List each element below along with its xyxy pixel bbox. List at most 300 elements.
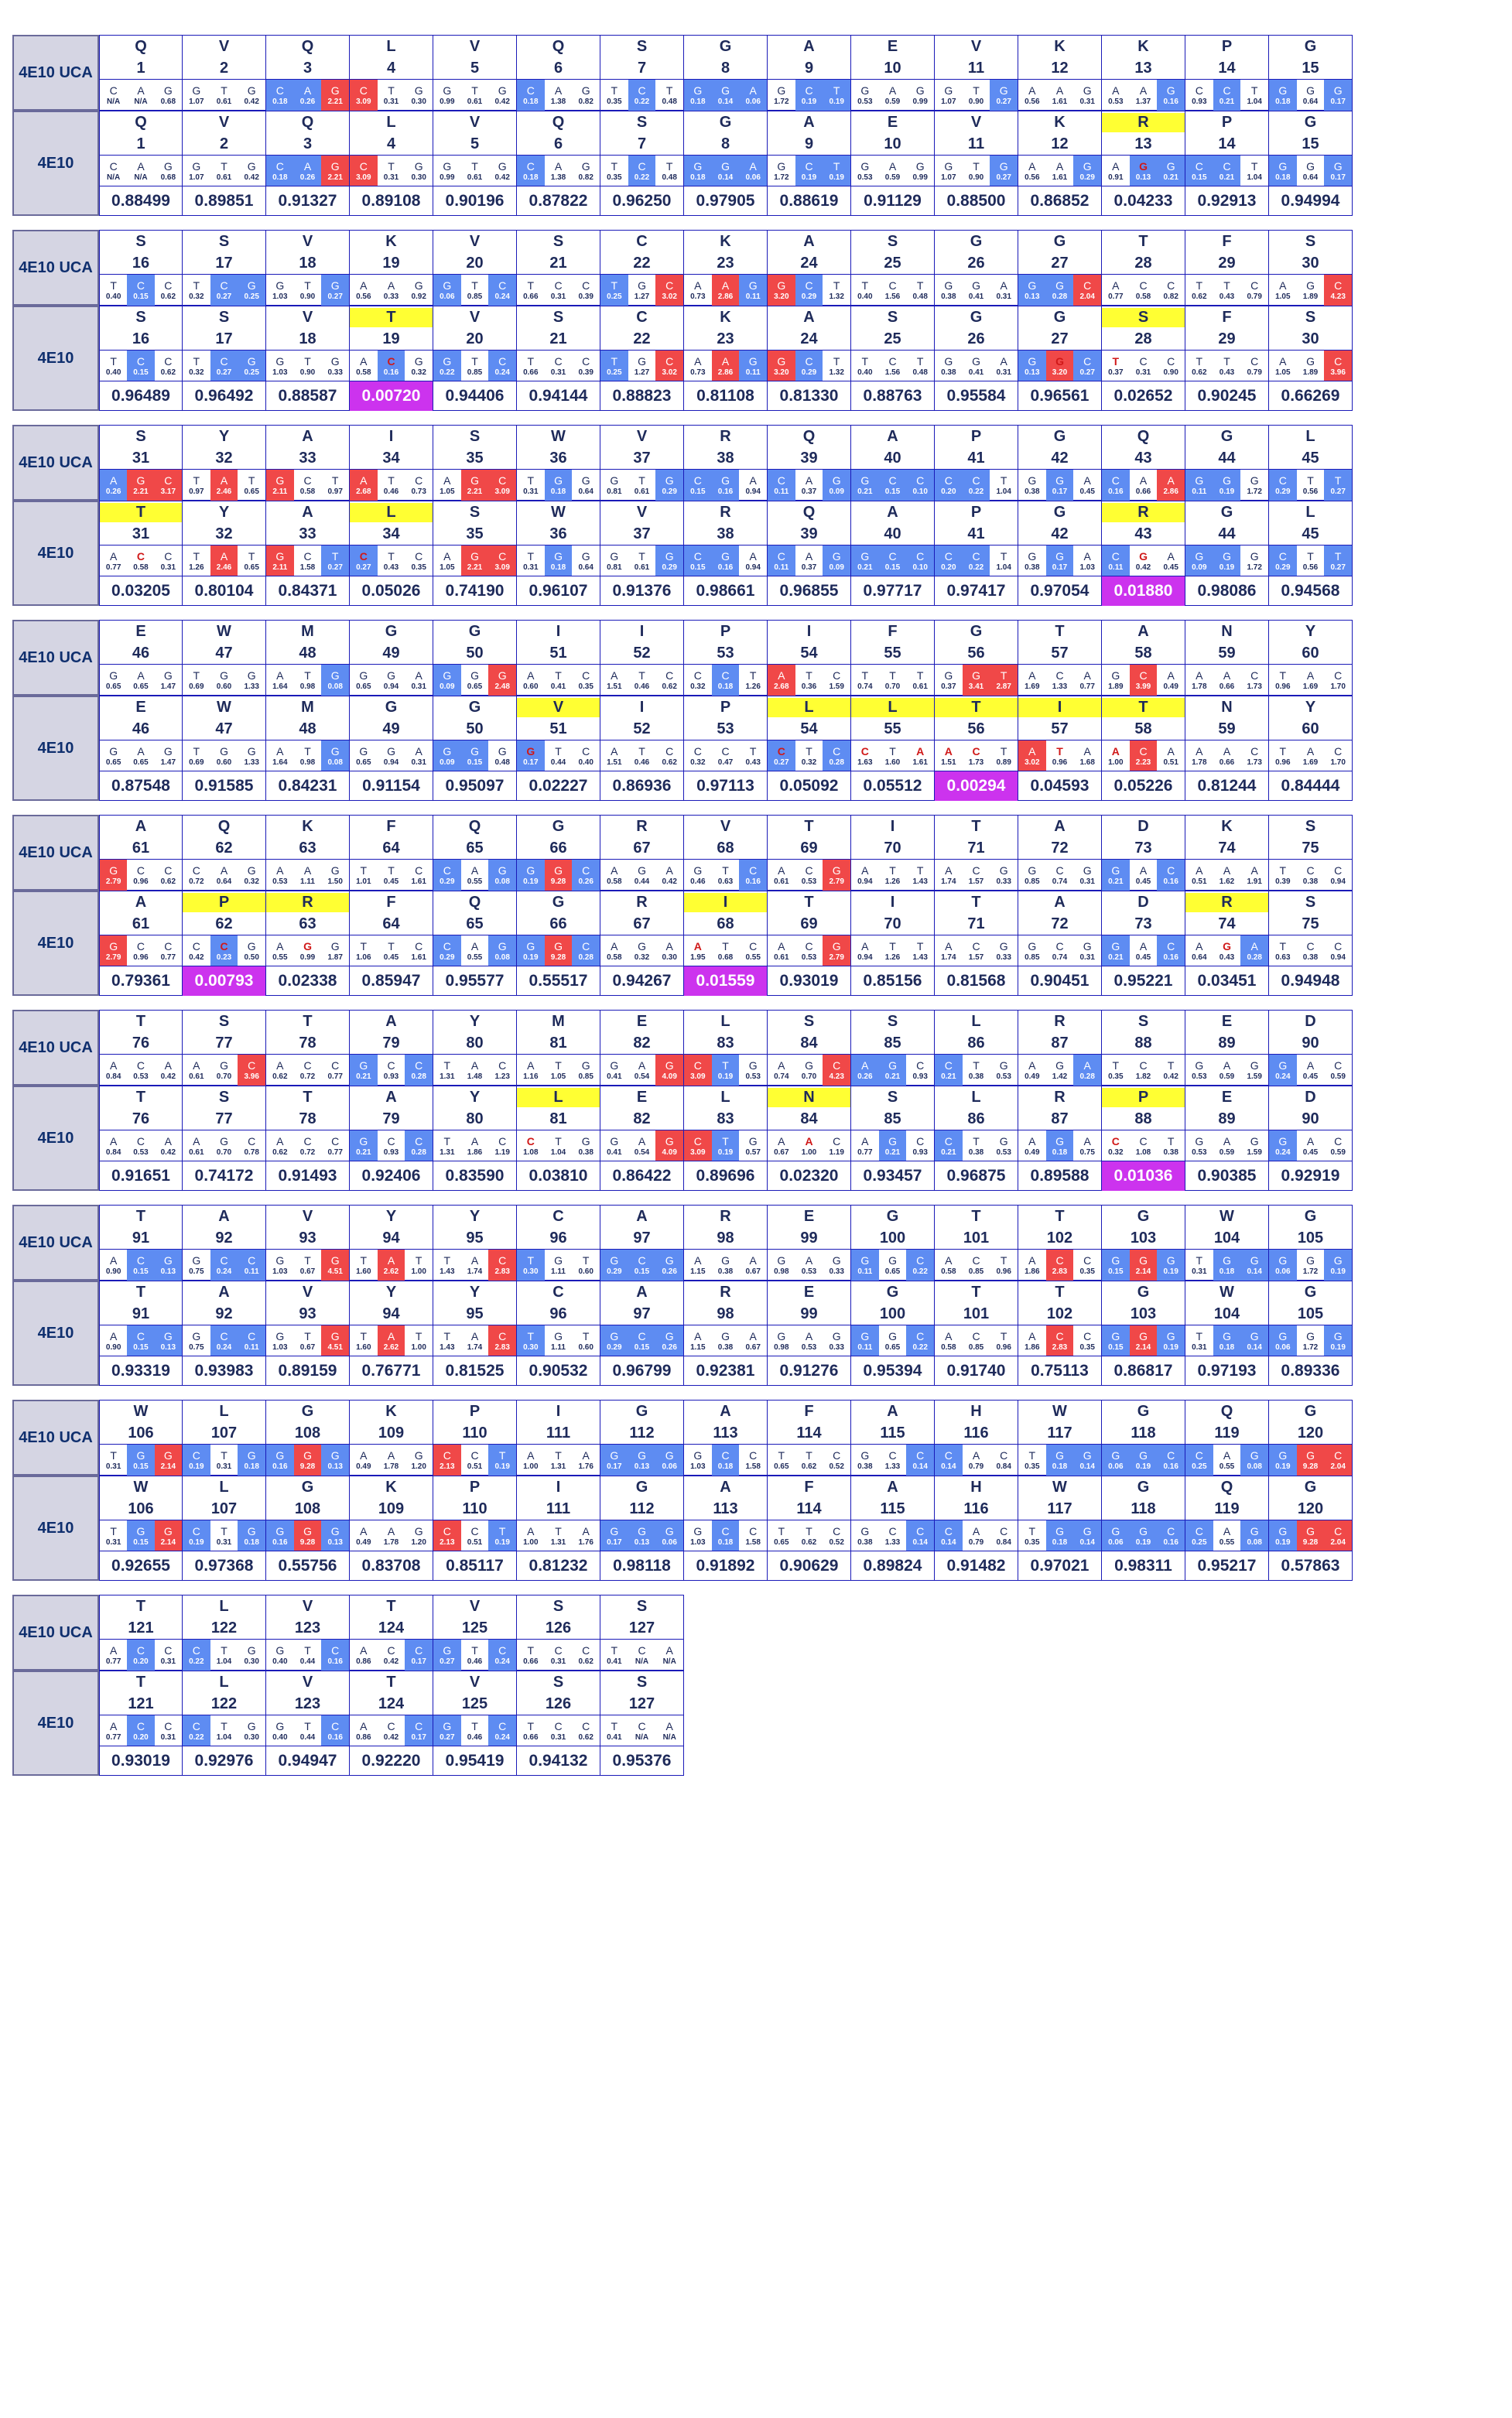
nucleotide-base: G	[1139, 159, 1148, 173]
nucleotide-base: A	[1083, 669, 1091, 682]
nucleotide-base: C	[109, 159, 118, 173]
nucleotide	[879, 546, 907, 576]
residue-position: 57	[1051, 645, 1069, 662]
nucleotide-score: 0.62	[801, 1462, 817, 1471]
amino-acid: K	[720, 233, 731, 250]
nucleotide-score: 0.65	[884, 1267, 901, 1276]
nucleotide-score: 0.35	[1025, 1537, 1040, 1547]
nucleotide-score: 0.24	[1275, 1147, 1291, 1157]
amino-acid: T	[1138, 233, 1148, 250]
nucleotide-score: 0.91	[1108, 173, 1124, 182]
nucleotide-score: 0.26	[578, 877, 594, 886]
residue-position: 25	[884, 255, 901, 272]
nucleotide	[461, 1325, 489, 1356]
nucleotide-base: A	[554, 84, 563, 97]
nucleotide	[100, 740, 127, 771]
nucleotide	[851, 1325, 879, 1356]
amino-acid: W	[1052, 1403, 1067, 1420]
amino-acid: W	[133, 1403, 149, 1420]
nucleotide-score: 0.67	[299, 1267, 316, 1276]
nucleotide	[823, 860, 850, 891]
nucleotide-score: 0.70	[216, 1147, 232, 1157]
nucleotide-base: G	[1250, 474, 1259, 487]
nucleotide-base: G	[721, 84, 730, 97]
nucleotide	[155, 275, 182, 306]
nucleotide	[127, 1715, 154, 1746]
nucleotide-base: A	[1306, 1134, 1315, 1147]
nucleotide-base: C	[833, 744, 841, 758]
nucleotide-base: G	[1278, 1253, 1288, 1267]
probability-score: 0.96492	[183, 381, 265, 411]
nucleotide	[935, 546, 963, 576]
nucleotide	[1073, 1250, 1101, 1281]
nucleotide	[1130, 1520, 1158, 1551]
nucleotide-score: 1.76	[578, 1462, 594, 1471]
residue-cell	[433, 620, 517, 696]
nucleotide-score: 0.13	[160, 1267, 176, 1276]
nucleotide-base: G	[999, 1059, 1008, 1072]
nucleotide	[1213, 1055, 1241, 1086]
codon	[433, 859, 516, 891]
nucleotide-score: 2.21	[327, 173, 343, 182]
residue-cell	[99, 1671, 183, 1776]
residue-position: 13	[1134, 60, 1152, 77]
nucleotide-base: G	[748, 1134, 758, 1147]
nucleotide-base: A	[276, 669, 284, 682]
nucleotide-score: 1.20	[411, 1537, 426, 1547]
codon	[183, 350, 265, 381]
nucleotide-base: G	[1111, 1253, 1120, 1267]
nucleotide-base: G	[581, 159, 590, 173]
codon	[1185, 664, 1268, 696]
residue-position: 16	[132, 255, 150, 272]
codon	[1269, 740, 1352, 771]
nucleotide-score: 0.19	[1275, 1537, 1291, 1547]
uca-residue-row	[99, 1400, 1353, 1476]
residue-cell	[684, 1086, 768, 1191]
nucleotide-base: G	[163, 1448, 173, 1462]
mature-row-label: 4E10	[12, 1671, 99, 1776]
nucleotide	[210, 740, 238, 771]
nucleotide-score: 0.35	[1079, 1267, 1095, 1276]
nucleotide-score: N/A	[134, 173, 148, 182]
nucleotide	[433, 740, 461, 771]
nucleotide	[712, 546, 740, 576]
nucleotide-score: 1.07	[189, 173, 204, 182]
codon	[350, 350, 433, 381]
nucleotide-base: T	[527, 474, 535, 487]
nucleotide-base: T	[973, 159, 980, 173]
nucleotide	[684, 665, 712, 696]
nucleotide-base: A	[109, 1329, 118, 1342]
nucleotide	[294, 860, 322, 891]
nucleotide	[1130, 935, 1158, 966]
nucleotide-score: 0.19	[189, 1537, 204, 1547]
residue-cell	[517, 425, 600, 501]
nucleotide	[879, 156, 907, 186]
residue-cell	[99, 230, 183, 306]
nucleotide	[294, 351, 322, 381]
nucleotide-score: 1.86	[1025, 1342, 1040, 1352]
nucleotide	[935, 860, 963, 891]
nucleotide-base: T	[221, 1448, 227, 1462]
nucleotide	[127, 1325, 154, 1356]
nucleotide	[600, 1520, 628, 1551]
nucleotide	[127, 546, 154, 576]
residue-position: 2	[219, 135, 229, 152]
nucleotide	[155, 1445, 182, 1476]
nucleotide-base: G	[109, 939, 118, 952]
nucleotide	[266, 1715, 294, 1746]
residue-cell	[1269, 1400, 1353, 1476]
residue-cell	[433, 1205, 517, 1281]
nucleotide	[572, 80, 600, 111]
nucleotide-base: C	[1278, 549, 1287, 563]
nucleotide-score: 0.14	[717, 173, 734, 182]
nucleotide	[906, 546, 934, 576]
nucleotide	[1324, 860, 1352, 891]
nucleotide	[461, 275, 489, 306]
nucleotide-base: A	[778, 1134, 785, 1147]
nucleotide-base: C	[248, 1059, 256, 1072]
nucleotide-score: 0.27	[996, 97, 1011, 106]
amino-acid: L	[1305, 504, 1315, 521]
nucleotide	[1324, 80, 1352, 111]
nucleotide-base: C	[331, 1719, 340, 1732]
nucleotide-base: C	[109, 84, 118, 97]
nucleotide	[238, 935, 265, 966]
codon	[266, 1130, 349, 1161]
nucleotide	[1157, 1445, 1185, 1476]
residue-cell	[350, 1086, 433, 1191]
nucleotide-base: T	[110, 1448, 117, 1462]
nucleotide-base: C	[498, 1253, 507, 1267]
probability-score: 0.89108	[350, 186, 433, 216]
nucleotide	[768, 80, 795, 111]
codon	[1185, 740, 1268, 771]
nucleotide-base: A	[778, 939, 785, 952]
highlighted-probability-score: 0.00294	[935, 771, 1018, 801]
nucleotide-score: 2.04	[1330, 1462, 1346, 1471]
mutated-amino-acid: I	[684, 893, 767, 912]
nucleotide-base: T	[193, 744, 200, 758]
nucleotide-score: 0.31	[105, 1537, 121, 1547]
nucleotide	[1073, 1445, 1101, 1476]
nucleotide-score: 0.14	[717, 97, 734, 106]
nucleotide-score: 0.58	[607, 952, 622, 962]
nucleotide	[628, 80, 656, 111]
nucleotide-score: 0.31	[550, 292, 566, 301]
nucleotide-base: A	[1167, 744, 1175, 758]
nucleotide-score: 0.19	[1163, 1267, 1178, 1276]
nucleotide-base: C	[1055, 1253, 1064, 1267]
amino-acid: Y	[385, 1208, 397, 1225]
residue-cell	[99, 1086, 183, 1191]
codon	[1269, 1444, 1352, 1476]
nucleotide-base: C	[136, 864, 145, 877]
amino-acid: K	[1054, 38, 1066, 55]
nucleotide	[1157, 156, 1185, 186]
residue-cell	[768, 501, 851, 606]
nucleotide-score: 0.64	[578, 487, 594, 496]
codon	[1102, 664, 1185, 696]
residue-position: 10	[884, 60, 901, 77]
nucleotide-score: 0.53	[133, 1147, 149, 1157]
nucleotide	[545, 935, 573, 966]
nucleotide	[1046, 546, 1074, 576]
codon	[183, 1325, 265, 1356]
nucleotide-base: C	[693, 669, 702, 682]
nucleotide-score: 0.77	[327, 1147, 343, 1157]
residue-position: 6	[553, 60, 563, 77]
nucleotide	[1324, 351, 1352, 381]
nucleotide-score: 0.85	[1025, 952, 1040, 962]
probability-score: 0.91154	[350, 771, 433, 801]
nucleotide-score: 1.78	[1192, 758, 1207, 767]
nucleotide-base: G	[1083, 864, 1092, 877]
amino-acid: A	[135, 818, 147, 835]
residue-position: 46	[132, 720, 150, 737]
residue-cell	[684, 306, 768, 411]
residue-position: 48	[299, 720, 316, 737]
highlighted-probability-score: 0.00720	[350, 381, 433, 411]
nucleotide	[768, 1325, 795, 1356]
mutated-amino-acid: R	[1185, 893, 1268, 912]
amino-acid: S	[636, 114, 648, 131]
nucleotide	[1297, 546, 1325, 576]
nucleotide-base: G	[1055, 354, 1064, 368]
probability-score: 0.89588	[1018, 1161, 1101, 1191]
codon	[266, 740, 349, 771]
residue-cell	[183, 306, 266, 411]
nucleotide-base: A	[443, 474, 451, 487]
nucleotide-score: 0.85	[968, 1267, 984, 1276]
nucleotide-base: C	[805, 159, 813, 173]
nucleotide-base: C	[805, 354, 813, 368]
codon	[517, 545, 600, 576]
nucleotide-score: 1.69	[1302, 758, 1319, 767]
nucleotide-base: C	[1167, 1524, 1175, 1537]
nucleotide-base: A	[1028, 744, 1036, 758]
nucleotide-score: 0.58	[356, 368, 371, 377]
codon	[100, 859, 182, 891]
nucleotide	[238, 1715, 265, 1746]
nucleotide-score: 0.21	[941, 1147, 956, 1157]
nucleotide-score: 2.86	[1163, 487, 1178, 496]
nucleotide	[963, 470, 990, 501]
nucleotide-base: G	[1028, 864, 1037, 877]
nucleotide-base: G	[275, 1524, 285, 1537]
nucleotide	[1185, 156, 1213, 186]
codon	[684, 155, 767, 186]
residue-position: 68	[717, 915, 734, 932]
nucleotide-base: T	[833, 159, 840, 173]
nucleotide-score: 0.65	[133, 758, 149, 767]
nucleotide	[1102, 275, 1130, 306]
residue-cell	[183, 1595, 266, 1671]
nucleotide-score: 0.53	[133, 1072, 149, 1081]
nucleotide-score: 0.66	[1219, 682, 1235, 691]
nucleotide-score: 0.68	[160, 173, 176, 182]
nucleotide-base: T	[611, 1719, 618, 1732]
nucleotide	[155, 80, 182, 111]
nucleotide-score: 0.68	[717, 952, 734, 962]
nucleotide	[461, 156, 489, 186]
nucleotide-base: G	[554, 1253, 563, 1267]
codon	[100, 1054, 182, 1086]
nucleotide-score: 0.79	[968, 1462, 984, 1471]
mature-row-label: 4E10	[12, 501, 99, 606]
codon	[1269, 79, 1352, 111]
nucleotide-score: 0.61	[467, 173, 483, 182]
nucleotide	[1297, 860, 1325, 891]
nucleotide	[238, 740, 265, 771]
nucleotide-score: 0.28	[1079, 1072, 1095, 1081]
nucleotide	[266, 1520, 294, 1551]
nucleotide-base: C	[136, 549, 145, 563]
nucleotide-score: 0.43	[1219, 292, 1235, 301]
nucleotide-score: 0.65	[244, 563, 259, 572]
probability-score: 0.97054	[1018, 576, 1101, 606]
nucleotide-score: 1.33	[244, 758, 259, 767]
amino-acid: T	[135, 1284, 146, 1301]
nucleotide-base: C	[1334, 1448, 1343, 1462]
residue-position: 29	[1218, 330, 1236, 347]
nucleotide-score: 0.78	[244, 1147, 259, 1157]
amino-acid: E	[1221, 1013, 1233, 1030]
nucleotide-score: 1.63	[857, 758, 873, 767]
codon	[684, 664, 767, 696]
nucleotide	[768, 470, 795, 501]
nucleotide	[1269, 1520, 1297, 1551]
nucleotide	[545, 1715, 573, 1746]
nucleotide-score: 0.53	[857, 173, 873, 182]
nucleotide-base: C	[833, 1134, 841, 1147]
residue-cell	[1018, 1086, 1102, 1191]
residue-cell	[851, 111, 935, 216]
nucleotide	[823, 351, 850, 381]
nucleotide-base: C	[1223, 159, 1231, 173]
nucleotide	[879, 1250, 907, 1281]
amino-acid: C	[636, 309, 648, 326]
residue-position: 15	[1302, 60, 1319, 77]
nucleotide-score: 0.74	[1052, 952, 1068, 962]
nucleotide	[210, 860, 238, 891]
nucleotide-base: G	[665, 1448, 674, 1462]
nucleotide	[795, 156, 823, 186]
nucleotide-base: G	[1333, 84, 1343, 97]
amino-acid: F	[386, 894, 396, 911]
nucleotide-base: A	[665, 939, 673, 952]
nucleotide-base: T	[916, 669, 924, 682]
nucleotide-base: A	[916, 744, 925, 758]
nucleotide-base: G	[192, 1329, 201, 1342]
nucleotide-score: 0.42	[383, 1732, 399, 1742]
residue-position: 55	[884, 720, 901, 737]
nucleotide-base: G	[972, 354, 980, 368]
residue-position: 107	[210, 1500, 238, 1517]
residue-position: 19	[382, 255, 400, 272]
probability-score: 0.95419	[433, 1746, 516, 1776]
nucleotide-base: C	[972, 474, 980, 487]
nucleotide	[684, 1445, 712, 1476]
codon	[183, 274, 265, 306]
nucleotide-base: T	[221, 1524, 227, 1537]
nucleotide-base: T	[527, 354, 535, 368]
nucleotide-base: T	[304, 1329, 311, 1342]
nucleotide-score: 0.11	[774, 487, 789, 496]
nucleotide-score: 0.66	[523, 1732, 539, 1742]
codon	[935, 274, 1018, 306]
residue-position: 101	[963, 1230, 990, 1247]
amino-acid: P	[970, 504, 982, 521]
nucleotide-base: G	[387, 669, 395, 682]
nucleotide-score: 0.28	[1247, 952, 1262, 962]
probability-score: 0.83590	[433, 1161, 516, 1191]
nucleotide	[600, 860, 628, 891]
residue-position: 123	[294, 1695, 321, 1712]
residue-cell	[935, 1086, 1018, 1191]
amino-acid: G	[1137, 1284, 1150, 1301]
mature-residue-row	[99, 891, 1353, 996]
nucleotide-score: 0.62	[160, 877, 176, 886]
nucleotide-score: 1.51	[941, 758, 956, 767]
nucleotide-score: 0.32	[1108, 1147, 1124, 1157]
codon	[684, 1130, 767, 1161]
residue-cell	[1018, 501, 1102, 606]
nucleotide	[100, 80, 127, 111]
nucleotide-base: A	[1083, 1134, 1091, 1147]
nucleotide	[1240, 470, 1268, 501]
nucleotide-score: 0.49	[1163, 682, 1178, 691]
nucleotide	[488, 740, 516, 771]
nucleotide	[183, 740, 210, 771]
residue-position: 38	[717, 525, 734, 542]
nucleotide	[488, 1715, 516, 1746]
nucleotide-score: 3.02	[662, 292, 677, 301]
nucleotide-score: 1.08	[523, 1147, 539, 1157]
nucleotide	[1324, 1055, 1352, 1086]
codon	[266, 859, 349, 891]
nucleotide-base: G	[330, 84, 340, 97]
codon	[684, 935, 767, 966]
probability-score: 0.91651	[100, 1161, 182, 1191]
residue-position: 72	[1051, 840, 1069, 857]
residue-position: 96	[549, 1230, 567, 1247]
nucleotide-score: 9.28	[299, 1462, 316, 1471]
nucleotide-base: C	[721, 669, 730, 682]
nucleotide-base: G	[638, 279, 646, 292]
nucleotide	[238, 351, 265, 381]
amino-acid: V	[302, 1674, 313, 1691]
nucleotide-base: A	[387, 1253, 395, 1267]
nucleotide-score: 0.32	[244, 877, 259, 886]
nucleotide-score: 0.18	[1052, 1537, 1068, 1547]
residue-position: 28	[1134, 330, 1152, 347]
nucleotide-base: C	[944, 1134, 953, 1147]
nucleotide	[739, 80, 767, 111]
nucleotide	[266, 1130, 294, 1161]
amino-acid: V	[720, 818, 731, 835]
nucleotide-score: 0.18	[244, 1537, 259, 1547]
residue-position: 9	[804, 60, 814, 77]
nucleotide-score: 3.96	[244, 1072, 259, 1081]
nucleotide	[210, 351, 238, 381]
residue-position: 116	[963, 1500, 989, 1517]
nucleotide-base: C	[972, 1329, 980, 1342]
nucleotide	[1240, 1325, 1268, 1356]
nucleotide	[321, 546, 349, 576]
